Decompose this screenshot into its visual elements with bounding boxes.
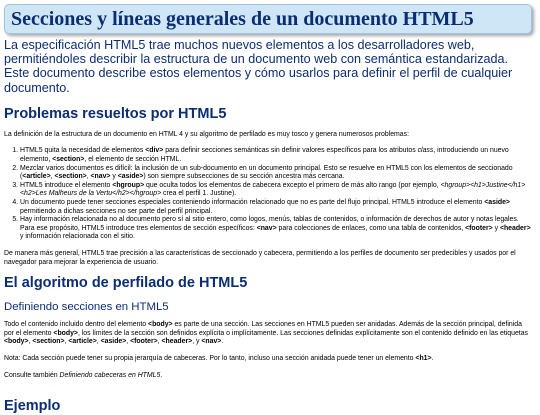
- code-term: <header>: [161, 338, 193, 346]
- code-term: <aside>: [117, 173, 144, 181]
- section-heading-example: Ejemplo: [4, 398, 61, 414]
- text-run: Consulte también: [4, 371, 60, 379]
- text-run: ) son siempre subsecciones de su sección ancestra más cercana.: [143, 173, 345, 181]
- code-term: <div>: [145, 147, 164, 155]
- text-run: Nota: Cada sección puede tener su propia jerarquía de cabeceras. Por lo tanto, incluso una sección anidada puede tener un elemento: [4, 354, 416, 362]
- text-run: ,: [96, 338, 101, 346]
- page-title: Secciones y líneas generales de un documento HTML5: [11, 8, 474, 30]
- code-term: <article>: [22, 173, 51, 181]
- code-term: <body>: [148, 321, 173, 329]
- list-item: [20, 199, 532, 216]
- code-term: <section>: [32, 338, 65, 346]
- text-run: crea el perfil 1. Justine).: [161, 190, 237, 198]
- text-run: ,: [64, 338, 69, 346]
- text-run: ,: [28, 338, 33, 346]
- code-term: <body>: [53, 329, 78, 337]
- list-item: [20, 182, 532, 199]
- text-run: HTML5 quita la necesidad de elementos: [20, 147, 146, 155]
- code-term: <nav>: [201, 338, 222, 346]
- see-also-link[interactable]: Definiendo cabeceras en HTML5: [59, 371, 161, 379]
- text-run: y: [110, 173, 118, 181]
- section-heading-problems: Problemas resueltos por HTML5: [4, 105, 227, 122]
- text-run: , el elemento de sección HTML.: [84, 156, 182, 163]
- text-run: .: [160, 371, 163, 379]
- text-run: permitiendo a dichas secciones no ser parte del perfil principal.: [20, 207, 213, 215]
- text-run: Hay información relacionada no al documento pero sí al sitio entero, como logos, menús, tablas de contenidos, o información de derechos de autor y notas legales. Para ese propósito, HTML5 introduce tres elementos de sección específicos:: [20, 216, 519, 232]
- subsection-heading-defining: Definiendo secciones en HTML5: [4, 301, 169, 314]
- code-term: <aside>: [484, 198, 510, 206]
- list-item: [20, 147, 532, 164]
- text-run: , y: [192, 338, 202, 346]
- code-term: <section>: [54, 173, 87, 181]
- code-term: <section>: [52, 156, 85, 163]
- list-item: [20, 165, 532, 182]
- code-term: <header>: [499, 224, 531, 232]
- code-term: <nav>: [256, 224, 277, 232]
- list-item: [20, 216, 532, 242]
- text-run: ,: [86, 173, 91, 181]
- text-run: que oculta todos los elementos de cabecera excepto el primero de más alto rango (por ejemplo,: [144, 181, 441, 189]
- problems-list: [4, 147, 532, 242]
- note-paragraph: [4, 355, 532, 364]
- text-run: ,: [126, 338, 131, 346]
- text-run: .: [221, 338, 224, 346]
- text-run: para definir secciones semánticas sin definir valores específicos para los atributos: [163, 147, 418, 155]
- text-run: ,: [50, 173, 55, 181]
- code-term: <footer>: [130, 338, 158, 346]
- text-run: Todo el contenido incluido dentro del elemento: [4, 321, 149, 329]
- see-also-paragraph: [4, 372, 532, 381]
- defining-paragraph: [4, 321, 532, 347]
- text-run: es parte de una sección. Las secciones en HTML5 pueden ser anidadas. Además de la sección principal, definida por el elemento: [4, 321, 522, 337]
- problems-outro: De manera más general, HTML5 trae precisión a las características de seccionado y cabecera, permitiendo a los perfiles de documento ser predecibles y usados por el navegador para mejorar la experiencia de usuario.: [4, 249, 516, 266]
- problems-intro: La definición de la estructura de un documento en HTML 4 y su algoritmo de perfilado es muy tosco y genera numerosos problemas:: [4, 130, 409, 138]
- text-run: HTML5 introduce el elemento: [20, 181, 113, 189]
- text-run: para colecciones de enlaces, como una tabla de contenidos,: [276, 224, 466, 232]
- intro-paragraph: La especificación HTML5 trae muchos nuevos elementos a los desarrolladores web, permitiéndoles describir la estructura de un documento web con semántica estandarizada. Este documento describe estos elementos y cómo usarlos para definir el perfil de cualquier documento.: [4, 38, 513, 95]
- text-run: .: [431, 354, 434, 362]
- text-run: , los límites de la sección son definidos explícita o implícitamente. Las secciones definidas explícitamente son el contenido definido en las etiquetas: [77, 329, 528, 337]
- code-term: <hgroup>: [112, 181, 145, 189]
- text-run: y información relacionada con el sitio.: [20, 233, 135, 241]
- code-term: <h1>: [415, 354, 432, 362]
- text-run: Mezclar varios documentos es difícil: la inclusión de un sub-documento en un documento principal. Esto se resuelve en HTML5 con los elementos de seccionado (: [20, 164, 513, 181]
- page-title-bar: [4, 4, 532, 34]
- code-term: <nav>: [90, 173, 111, 181]
- text-run: , introduciendo un nuevo elemento,: [20, 147, 509, 163]
- text-run: ,: [157, 338, 162, 346]
- code-term: <aside>: [100, 338, 127, 346]
- section-heading-algorithm: El algoritmo de perfilado de HTML5: [4, 275, 248, 292]
- text-run: y: [492, 224, 500, 232]
- code-term: <article>: [68, 338, 97, 346]
- emphasis: <hgroup><h1>Justine</h1><h2>Les Malheurs de la Vertu</h2></hgroup>: [20, 181, 526, 198]
- text-run: Un documento puede tener secciones especiales conteniendo información relacionado que no es parte del flujo principal. HTML5 introduce el elemento: [20, 198, 485, 206]
- article-content: [4, 38, 532, 388]
- code-term: <footer>: [465, 224, 493, 232]
- code-term: <body>: [4, 338, 29, 346]
- emphasis: class: [417, 147, 434, 155]
